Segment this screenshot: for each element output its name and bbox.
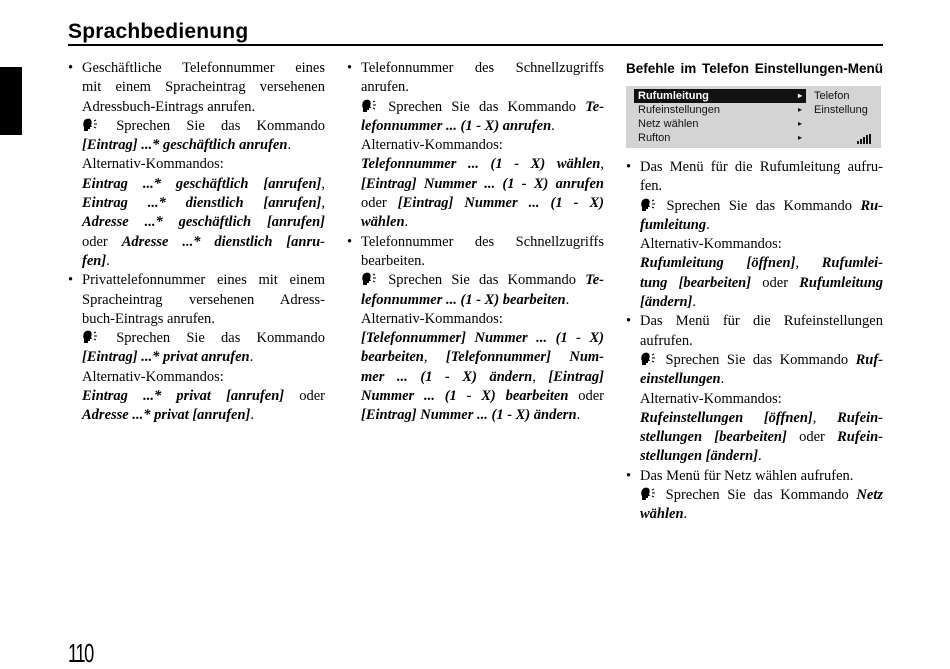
alt-command: Adresse ...* geschäftlich [anrufen]	[82, 214, 325, 231]
text-line: • Telefonnummer des Schnellzugriffs	[361, 60, 604, 76]
menu-item-rufumleitung[interactable]: Rufumleitung ▸	[634, 89, 806, 103]
menu-item-rufton[interactable]: Rufton ▸	[638, 132, 802, 144]
text-line: • Das Menü für die Rufumleitung aufru-	[640, 159, 883, 175]
text-line: bearbeiten.	[361, 252, 426, 269]
text-line: Adressbuch-Eintrags anrufen.	[82, 98, 256, 115]
command-text: lefonnummer ... (1 - X) bearbeiten	[361, 291, 566, 308]
text-line: • Privattelefonnummer eines mit einem	[82, 272, 325, 289]
alt-command: Rufeinstellungen [öffnen]	[640, 409, 813, 426]
list-item: • Privattelefonnummer eines mit einem Spracheintrag versehenen Adress- buch-Eintrags anrufen. Sprechen Sie das Kommando [Eintrag] ...* privat anrufen. Alternativ-Kommandos: Eintrag ...* privat [anrufen] oder Adresse ...* privat [anrufen].	[68, 271, 325, 425]
signal-strength-icon	[857, 134, 873, 144]
menu-item-netz-waehlen[interactable]: Netz wählen ▸	[638, 118, 802, 130]
list-item: • Telefonnummer des Schnellzugriffs bearbeiten. Sprechen Sie das Kommando Te- lefonnummer ... (1 - X) bearbeiten. Alternativ-Kommandos: [Telefonnummer] Nummer ... (1 - X) bearbeiten, [Telefonnummer] Num- mer ... (1 - X) ändern, [Eintrag] Nummer ... (1 - X) bearbeiten oder [Eintrag] Nummer ... (1 - X) ändern.	[347, 233, 604, 426]
speak-line: Sprechen Sie das Kommando Netz	[640, 486, 883, 505]
speaking-head-icon	[361, 272, 377, 286]
arrow-right-icon: ▸	[797, 133, 802, 142]
alt-label: Alternativ-Kommandos:	[361, 310, 503, 327]
heading-rule	[68, 44, 883, 46]
command-text: [Eintrag] ...* privat anrufen	[82, 349, 250, 366]
text-line: anrufen.	[361, 79, 409, 96]
speak-line: Sprechen Sie das Kommando Te-	[361, 98, 604, 117]
command-text: [Eintrag] ...* geschäftlich anrufen	[82, 137, 288, 154]
settings-menu-screenshot	[626, 86, 881, 148]
text-line: aufrufen.	[640, 332, 693, 349]
alt-command: Eintrag ...* privat [anrufen]	[82, 388, 285, 405]
section-tab-marker	[0, 67, 22, 135]
speaking-head-icon	[640, 487, 656, 501]
column-left	[68, 59, 325, 426]
list-item: • Telefonnummer des Schnellzugriffs anrufen. Sprechen Sie das Kommando Te- lefonnummer ... (1 - X) anrufen. Alternativ-Kommandos: Telefonnummer ... (1 - X) wählen, [Eintrag] Nummer ... (1 - X) anrufen oder [Eintrag] Nummer ... (1 - X) wählen.	[347, 59, 604, 233]
alt-label: Alternativ-Kommandos:	[640, 236, 782, 253]
alt-command: Telefonnummer ... (1 - X) wählen	[361, 156, 601, 173]
text-line: • Das Menü für die Rufeinstellungen	[640, 313, 883, 330]
alt-label: Alternativ-Kommandos:	[640, 390, 782, 407]
speaking-head-icon	[640, 352, 656, 366]
speaking-head-icon	[82, 330, 98, 344]
text-line: • Geschäftliche Telefonnummer eines	[82, 60, 325, 76]
speak-line: Sprechen Sie das Kommando Ruf-	[640, 351, 883, 370]
speaking-head-icon	[361, 99, 377, 113]
speak-line: Sprechen Sie das Kommando Ru-	[640, 197, 883, 216]
list-item: • Das Menü für Netz wählen aufrufen. Sprechen Sie das Kommando Netz wählen.	[626, 467, 883, 525]
alt-command: [Telefonnummer] Nummer ... (1 - X)	[361, 330, 604, 347]
menu-item-rufeinstellungen[interactable]: Rufeinstellungen ▸	[638, 104, 802, 116]
text-line: mit einem Spracheintrag versehenen	[82, 79, 325, 96]
page-number: 110	[68, 638, 93, 668]
command-text: fumleitung	[640, 216, 707, 233]
alt-command: Adresse ...* privat [anrufen]	[82, 407, 251, 424]
speaking-head-icon	[640, 198, 656, 212]
arrow-right-icon: ▸	[797, 105, 802, 114]
text-line: • Das Menü für Netz wählen aufrufen.	[640, 467, 854, 484]
text-line: buch-Eintrags anrufen.	[82, 310, 215, 327]
arrow-right-icon: ▸	[797, 119, 802, 128]
alt-command: [Eintrag] Nummer ... (1 - X)	[397, 195, 604, 212]
command-text: lefonnummer ... (1 - X) anrufen	[361, 117, 552, 134]
command-text: wählen	[640, 506, 684, 523]
menu-side-label: Telefon Einstellung	[814, 90, 868, 116]
speak-line: Sprechen Sie das Kommando	[82, 117, 325, 136]
arrow-right-icon: ▸	[797, 91, 802, 100]
text-line: fen.	[640, 178, 663, 195]
alt-command: [Eintrag] Nummer ... (1 - X) ändern	[361, 407, 577, 424]
list-item: • Das Menü für die Rufeinstellungen aufrufen. Sprechen Sie das Kommando Ruf- einstellungen. Alternativ-Kommandos: Rufeinstellungen [öffnen], Rufein- stellungen [bearbeiten] oder Rufein- stellungen [ändern].	[626, 312, 883, 466]
alt-command: [Eintrag] Nummer ... (1 - X) anrufen	[361, 175, 604, 192]
list-item: • Das Menü für die Rufumleitung aufru- fen. Sprechen Sie das Kommando Ru- fumleitung. Alternativ-Kommandos: Rufumleitung [öffnen], Rufumlei- tung [bearbeiten] oder Rufumleitung [ändern].	[626, 158, 883, 312]
text-line: • Telefonnummer des Schnellzugriffs	[361, 233, 604, 250]
command-text: einstellungen	[640, 371, 721, 388]
column-right	[626, 59, 883, 525]
alt-label: Alternativ-Kommandos:	[361, 137, 503, 154]
speak-line: Sprechen Sie das Kommando Te-	[361, 271, 604, 290]
alt-command: Eintrag ...* dienstlich [anrufen]	[82, 195, 322, 212]
menu-list	[634, 89, 806, 145]
alt-command: Rufumleitung [öffnen]	[640, 255, 796, 272]
section-title: Befehle im Telefon Einstellungen-Menü	[626, 61, 883, 76]
column-middle	[347, 59, 604, 426]
speak-line: Sprechen Sie das Kommando	[82, 329, 325, 348]
speaking-head-icon	[82, 118, 98, 132]
page-heading: Sprachbedienung	[68, 20, 249, 43]
list-item: • Geschäftliche Telefonnummer eines mit einem Spracheintrag versehenen Adressbuch-Eintrags anrufen. Sprechen Sie das Kommando [Eintrag] ...* geschäftlich anrufen. Alternativ-Kommandos: Eintrag ...* geschäftlich [anrufen], Eintrag ...* dienstlich [anrufen], Adresse ...* geschäftlich [anrufen] oder Adresse ...* dienstlich [anru- fen].	[68, 59, 325, 271]
alt-command: Adresse ...* dienstlich [anru-	[121, 233, 325, 250]
text-line: Spracheintrag versehenen Adress-	[82, 291, 325, 308]
alt-command: Eintrag ...* geschäftlich [anrufen]	[82, 175, 322, 192]
alt-label: Alternativ-Kommandos:	[82, 156, 224, 173]
alt-label: Alternativ-Kommandos:	[82, 368, 224, 385]
